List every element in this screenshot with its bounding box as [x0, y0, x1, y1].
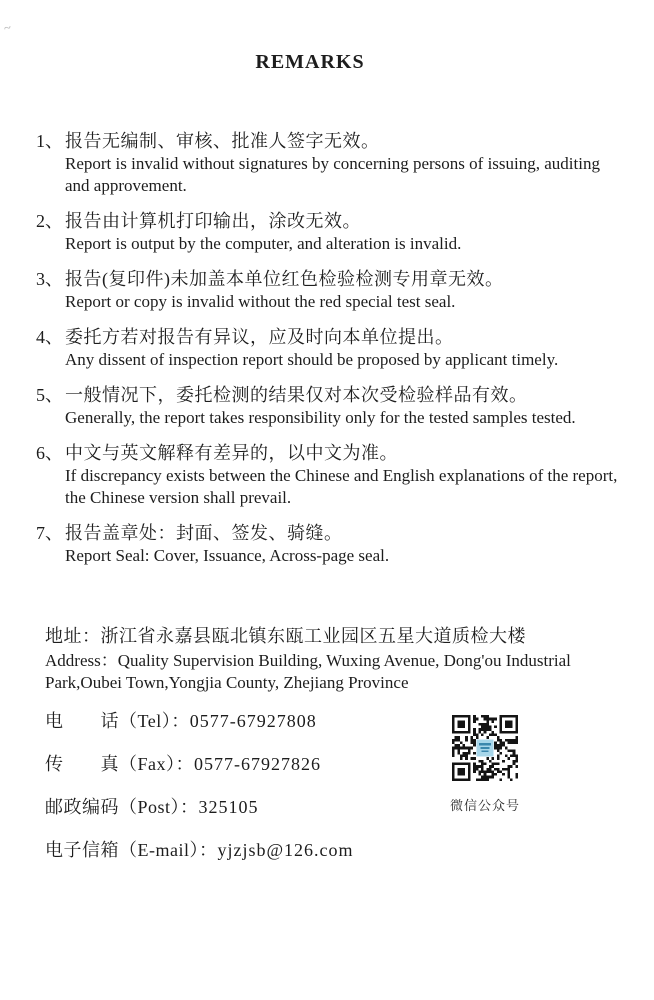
contact-email-label: 电子信箱（E-mail）： [45, 840, 218, 860]
item-text-zh: 委托方若对报告有异议，应及时向本单位提出。 [65, 327, 454, 347]
item-number: 2、 [36, 211, 63, 231]
remark-item-5 [36, 384, 654, 429]
contact-tel-label: 电 话（Tel）： [45, 711, 190, 731]
wechat-qr-block [448, 710, 522, 814]
contact-post-value: 325105 [198, 797, 259, 817]
contact-fax-value: 0577-67927826 [194, 754, 321, 774]
item-number: 4、 [36, 327, 63, 347]
contact-email [45, 839, 654, 862]
item-text-zh: 报告盖章处：封面、签发、骑缝。 [65, 523, 343, 543]
contact-block [45, 710, 654, 862]
wechat-account-caption: 微信公众号 [449, 798, 520, 813]
remark-item-7 [36, 522, 654, 567]
stray-scan-mark: ~ [2, 19, 13, 36]
item-text-zh: 报告无编制、审核、批准人签字无效。 [65, 131, 380, 151]
remark-item-1 [36, 130, 654, 197]
remark-item-6 [36, 442, 654, 509]
contact-fax [45, 753, 654, 776]
address-block [45, 625, 620, 694]
item-number: 3、 [36, 269, 63, 289]
remark-item-2 [36, 210, 654, 255]
contact-post-label: 邮政编码（Post）： [45, 797, 199, 817]
item-text-zh: 报告(复印件)未加盖本单位红色检验检测专用章无效。 [65, 269, 504, 289]
page-title: REMARKS [255, 51, 365, 73]
item-number: 5、 [36, 385, 63, 405]
item-text-en: Report Seal: Cover, Issuance, Across-page seal. [65, 546, 390, 565]
item-text-en: Report or copy is invalid without the red special test seal. [65, 292, 456, 311]
item-number: 1、 [36, 131, 63, 151]
contact-post [45, 796, 654, 819]
item-text-en: Report is output by the computer, and alteration is invalid. [65, 234, 462, 253]
item-text-en: Generally, the report takes responsibility only for the tested samples tested. [65, 408, 576, 427]
item-number: 7、 [36, 523, 63, 543]
item-text-zh: 报告由计算机打印输出，涂改无效。 [65, 211, 361, 231]
item-text-zh: 中文与英文解释有差异的，以中文为准。 [65, 443, 398, 463]
remarks-list [36, 130, 654, 567]
qr-code-icon [452, 710, 518, 786]
remark-item-3 [36, 268, 654, 313]
contact-tel [45, 710, 654, 733]
address-zh: 地址：浙江省永嘉县瓯北镇东瓯工业园区五星大道质检大楼 [45, 626, 526, 646]
remark-item-4 [36, 326, 654, 371]
contact-fax-label: 传 真（Fax）： [45, 754, 194, 774]
item-text-zh: 一般情况下，委托检测的结果仅对本次受检验样品有效。 [65, 385, 528, 405]
item-number: 6、 [36, 443, 63, 463]
item-text-en: Report is invalid without signatures by concerning persons of issuing, auditing and approvement. [65, 154, 600, 195]
item-text-en: Any dissent of inspection report should be proposed by applicant timely. [65, 350, 559, 369]
contact-email-value: yjzjsb@126.com [217, 840, 354, 860]
contact-tel-value: 0577-67927808 [189, 711, 317, 731]
item-text-en: If discrepancy exists between the Chinese and English explanations of the report, the Chinese version shall prevail. [65, 466, 618, 507]
address-en: Address：Quality Supervision Building, Wuxing Avenue, Dong'ou Industrial Park,Oubei Town,Yongjia County, Zhejiang Province [45, 651, 571, 692]
